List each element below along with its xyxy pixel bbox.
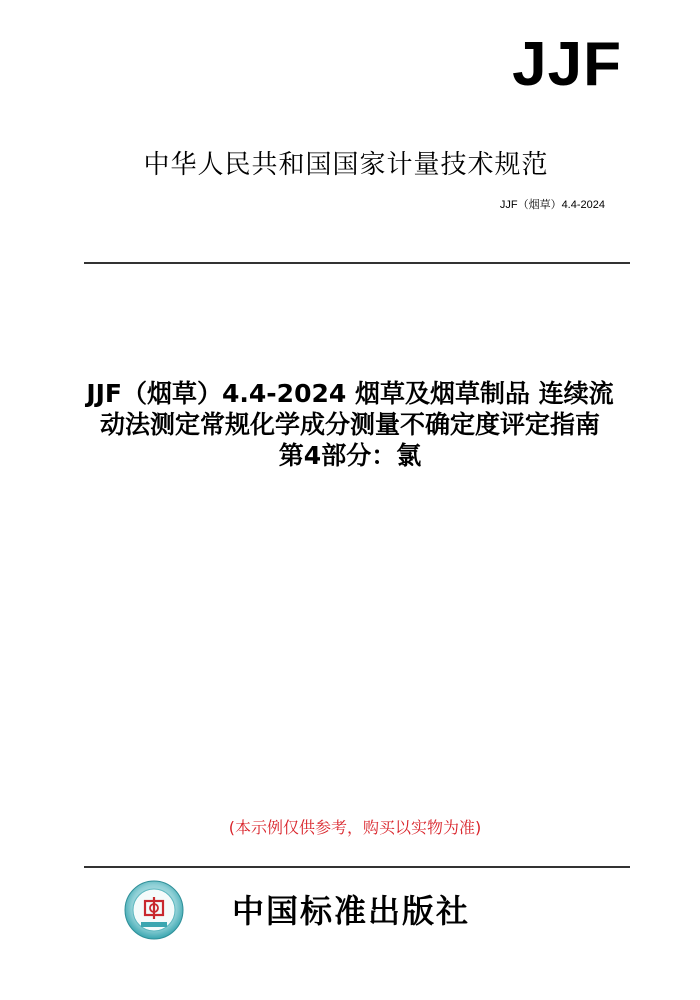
document-title-line: JJF（烟草）4.4-2024 烟草及烟草制品 连续流 (86, 379, 614, 408)
standard-code-mark: JJF (512, 30, 622, 99)
document-title-line: 动法测定常规化学成分测量不确定度评定指南 (99, 410, 600, 439)
publisher-seal-icon (124, 880, 184, 940)
footer-divider (84, 866, 630, 868)
document-title (30, 378, 670, 471)
sample-disclaimer: (本示例仅供参考，购买以实物为准) (228, 818, 482, 837)
publisher-name: 中国标准出版社 (232, 892, 471, 930)
spec-category-title: 中华人民共和国国家计量技术规范 (143, 150, 549, 180)
header-divider (84, 262, 630, 264)
document-title-line: 第4部分：氯 (278, 441, 422, 470)
spec-number: JJF（烟草）4.4-2024 (499, 199, 605, 211)
seal-graphic (124, 880, 184, 940)
